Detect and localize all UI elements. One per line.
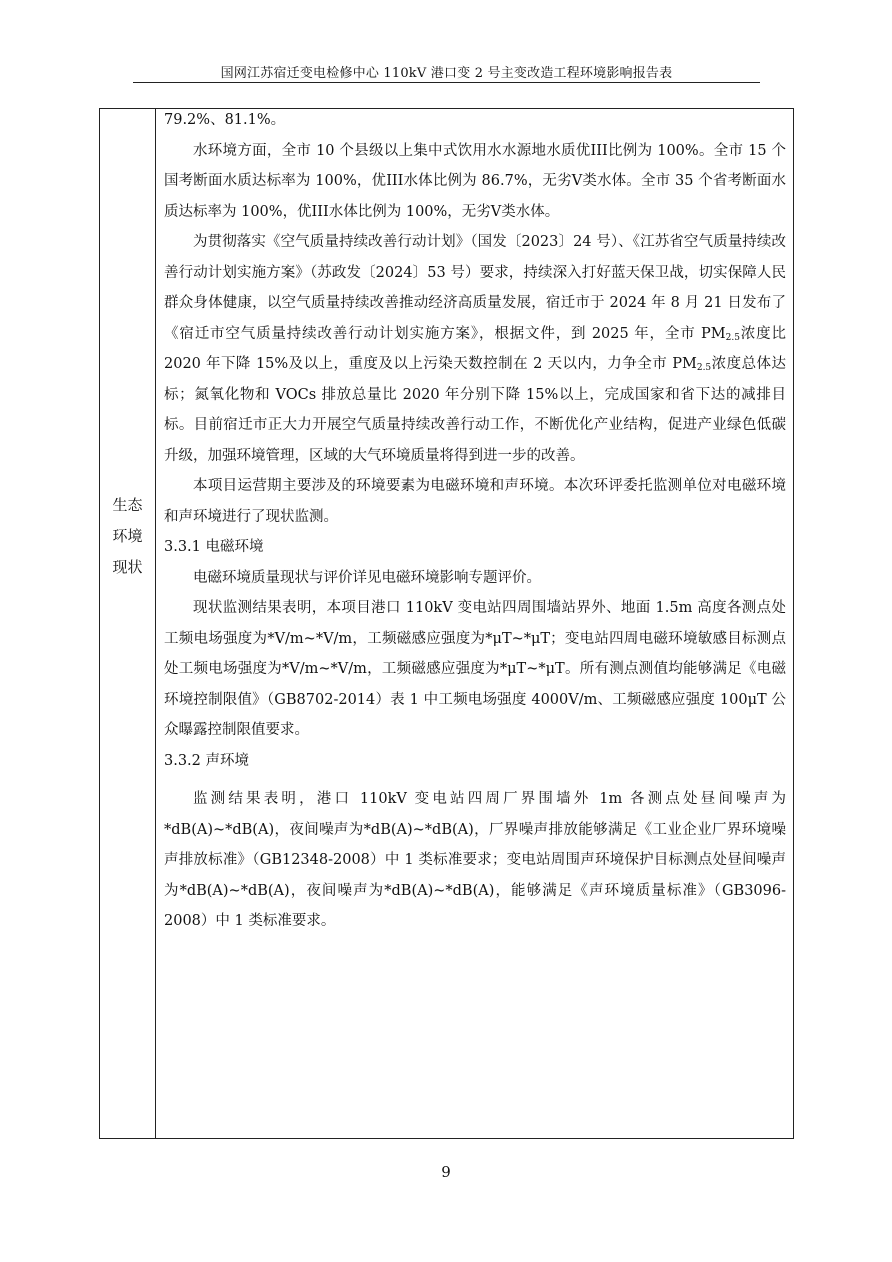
page-number: 9 xyxy=(441,1163,451,1181)
paragraph-continuation: 79.2%、81.1%。 xyxy=(164,112,286,128)
pm-subscript-2: 2.5 xyxy=(696,363,712,373)
paragraph-noise-results: 监测结果表明，港口 110kV 变电站四周厂界围墙外 1m 各测点处昼间噪声为*dB(A)~*dB(A)，夜间噪声为*dB(A)~*dB(A)，厂界噪声排放能够满足《工业企业厂界环境噪声排放标准》（GB12348-2008）中 1 类标准要求；变电站周围声环境保护目标测点处昼间噪声为*dB(A)~*dB(A)，夜间噪声为*dB(A)~*dB(A)，能够满足《声环境质量标准》（GB3096-2008）中 1 类标准要求。 xyxy=(164,791,786,929)
paragraph-monitoring-intro: 本项目运营期主要涉及的环境要素为电磁环境和声环境。本次环评委托监测单位对电磁环境和声环境进行了现状监测。 xyxy=(164,478,786,525)
header-rule xyxy=(133,82,760,83)
air-text-b: 浓度比 2020 年下降 15%及以上，重度及以上污染天数控制在 2 天以内，力争全市 PM xyxy=(164,325,786,372)
air-text-a: 为贯彻落实《空气质量持续改善行动计划》（国发〔2023〕24 号）、《江苏省空气质量持续改善行动计划实施方案》（苏政发〔2024〕53 号）要求，持续深入打好蓝天保卫战，切实保障人民群众身体健康，以空气质量持续改善推动经济高质量发展，宿迁市于 2024 年 8 月 21 日发布了《宿迁市空气质量持续改善行动计划实施方案》，根据文件，到 2025 年，全市 PM xyxy=(164,234,786,342)
row-label-line-1: 生态 xyxy=(112,496,143,514)
pm-subscript-1: 2.5 xyxy=(725,332,740,343)
paragraph-em-reference: 电磁环境质量现状与评价详见电磁环境影响专题评价。 xyxy=(193,569,541,586)
section-heading-acoustic: 3.3.2 声环境 xyxy=(164,752,250,769)
column-divider xyxy=(155,108,156,1139)
paragraph-water-environment: 水环境方面，全市 10 个县级以上集中式饮用水水源地水质优III比例为 100%。全市 15 个国考断面水质达标率为 100%，优III水体比例为 86.7%，无劣V类水体。全市 35 个省考断面水质达标率为 100%，优III水体比例为 100%，无劣V类水体。 xyxy=(164,142,786,220)
paragraph-em-results: 现状监测结果表明，本项目港口 110kV 变电站四周围墙站界外、地面 1.5m 高度各测点处工频电场强度为*V/m~*V/m，工频磁感应强度为*μT~*μT；变电站四周电磁环境敏感目标测点处工频电场强度为*V/m~*V/m，工频磁感应强度为*μT~*μT。所有测点测值均能够满足《电磁环境控制限值》（GB8702-2014）表 1 中工频电场强度 4000V/m、工频磁感应强度 100μT 公众曝露控制限值要求。 xyxy=(164,600,786,738)
content-cell xyxy=(164,105,786,937)
row-label xyxy=(100,490,155,583)
row-label-line-2: 环境 xyxy=(112,527,143,545)
paragraph-air-quality-plan xyxy=(164,227,786,471)
page-header-title: 国网江苏宿迁变电检修中心 110kV 港口变 2 号主变改造工程环境影响报告表 xyxy=(220,66,673,81)
row-label-line-3: 现状 xyxy=(112,558,143,576)
section-heading-electromagnetic: 3.3.1 电磁环境 xyxy=(164,539,264,555)
air-text-c: 浓度总体达标；氮氧化物和 VOCs 排放总量比 2020 年分别下降 15%以上，完成国家和省下达的减排目标。目前宿迁市正大力开展空气质量持续改善行动工作，不断优化产业结构，促进产业绿色低碳升级，加强环境管理，区域的大气环境质量将得到进一步的改善。 xyxy=(164,356,786,464)
